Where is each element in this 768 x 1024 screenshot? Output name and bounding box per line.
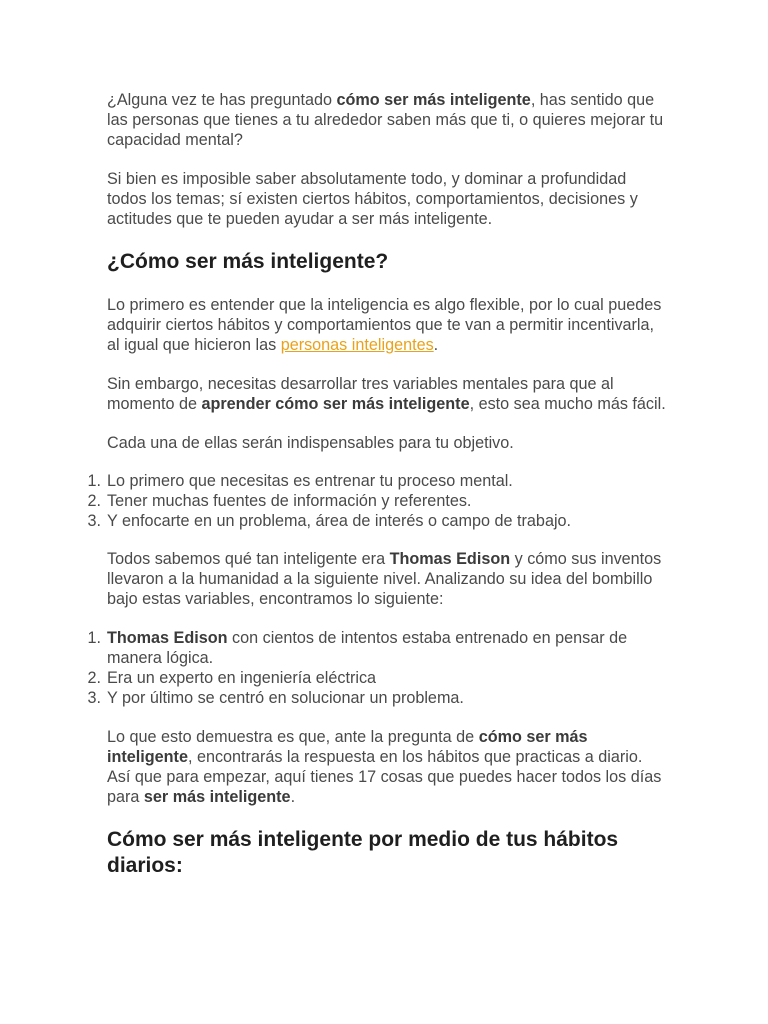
personas-inteligentes-link[interactable]: personas inteligentes	[280, 336, 434, 354]
bold-phrase: ser más inteligente	[143, 788, 291, 806]
list-item: 1. Lo primero que necesitas es entrenar tu proceso mental.	[87, 472, 513, 490]
list-item: 3. Y por último se centró en solucionar un problema.	[87, 689, 464, 707]
section1-paragraph-5: Lo que esto demuestra es que, ante la pregunta de cómo ser más inteligente, encontrarás la respuesta en los hábitos que practicas a diario. Así que para empezar, aquí tienes 17 cosas que puedes hacer todos los días para ser más inteligente.	[107, 728, 662, 806]
bold-phrase: aprender cómo ser más inteligente	[201, 395, 470, 413]
intro-paragraph-1: ¿Alguna vez te has preguntado cómo ser más inteligente, has sentido que las personas que tienes a tu alrededor saben más que ti, o quieres mejorar tu capacidad mental?	[107, 91, 664, 149]
intro-paragraph-2: Si bien es imposible saber absolutamente todo, y dominar a profundidad todos los temas; sí existen ciertos hábitos, comportamientos, decisiones y actitudes que te pueden ayudar a ser más inteligente.	[107, 170, 638, 228]
bold-phrase: cómo ser más inteligente	[107, 728, 588, 766]
bold-phrase: cómo ser más inteligente	[336, 91, 531, 109]
section-heading-habitos: Cómo ser más inteligente por medio de tus hábitos diarios:	[107, 828, 619, 877]
list-item: 3. Y enfocarte en un problema, área de interés o campo de trabajo.	[87, 512, 572, 530]
section1-paragraph-3: Cada una de ellas serán indispensables para tu objetivo.	[107, 434, 514, 452]
section1-paragraph-4: Todos sabemos qué tan inteligente era Thomas Edison y cómo sus inventos llevaron a la humanidad a la siguiente nivel. Analizando su idea del bombillo bajo estas variables, encontramos lo siguiente:	[107, 550, 662, 608]
bold-phrase: Thomas Edison	[107, 629, 228, 647]
bold-phrase: Thomas Edison	[389, 550, 511, 568]
list-item: 2. Tener muchas fuentes de información y referentes.	[87, 492, 472, 510]
variables-list	[87, 471, 667, 531]
section1-paragraph-2: Sin embargo, necesitas desarrollar tres variables mentales para que al momento de aprender cómo ser más inteligente, esto sea mucho más fácil.	[107, 375, 666, 413]
edison-list	[87, 628, 667, 708]
section1-paragraph-1: Lo primero es entender que la inteligencia es algo flexible, por lo cual puedes adquirir ciertos hábitos y comportamientos que te van a permitir incentivarla, al igual que hicieron las personas inteligentes.	[107, 296, 662, 354]
section-heading-como-ser: ¿Cómo ser más inteligente?	[107, 250, 389, 273]
list-item: 1. Thomas Edison con cientos de intentos estaba entrenado en pensar de manera lógica.	[87, 629, 628, 667]
list-item: 2. Era un experto en ingeniería eléctrica	[87, 669, 377, 687]
article-body	[87, 90, 667, 879]
